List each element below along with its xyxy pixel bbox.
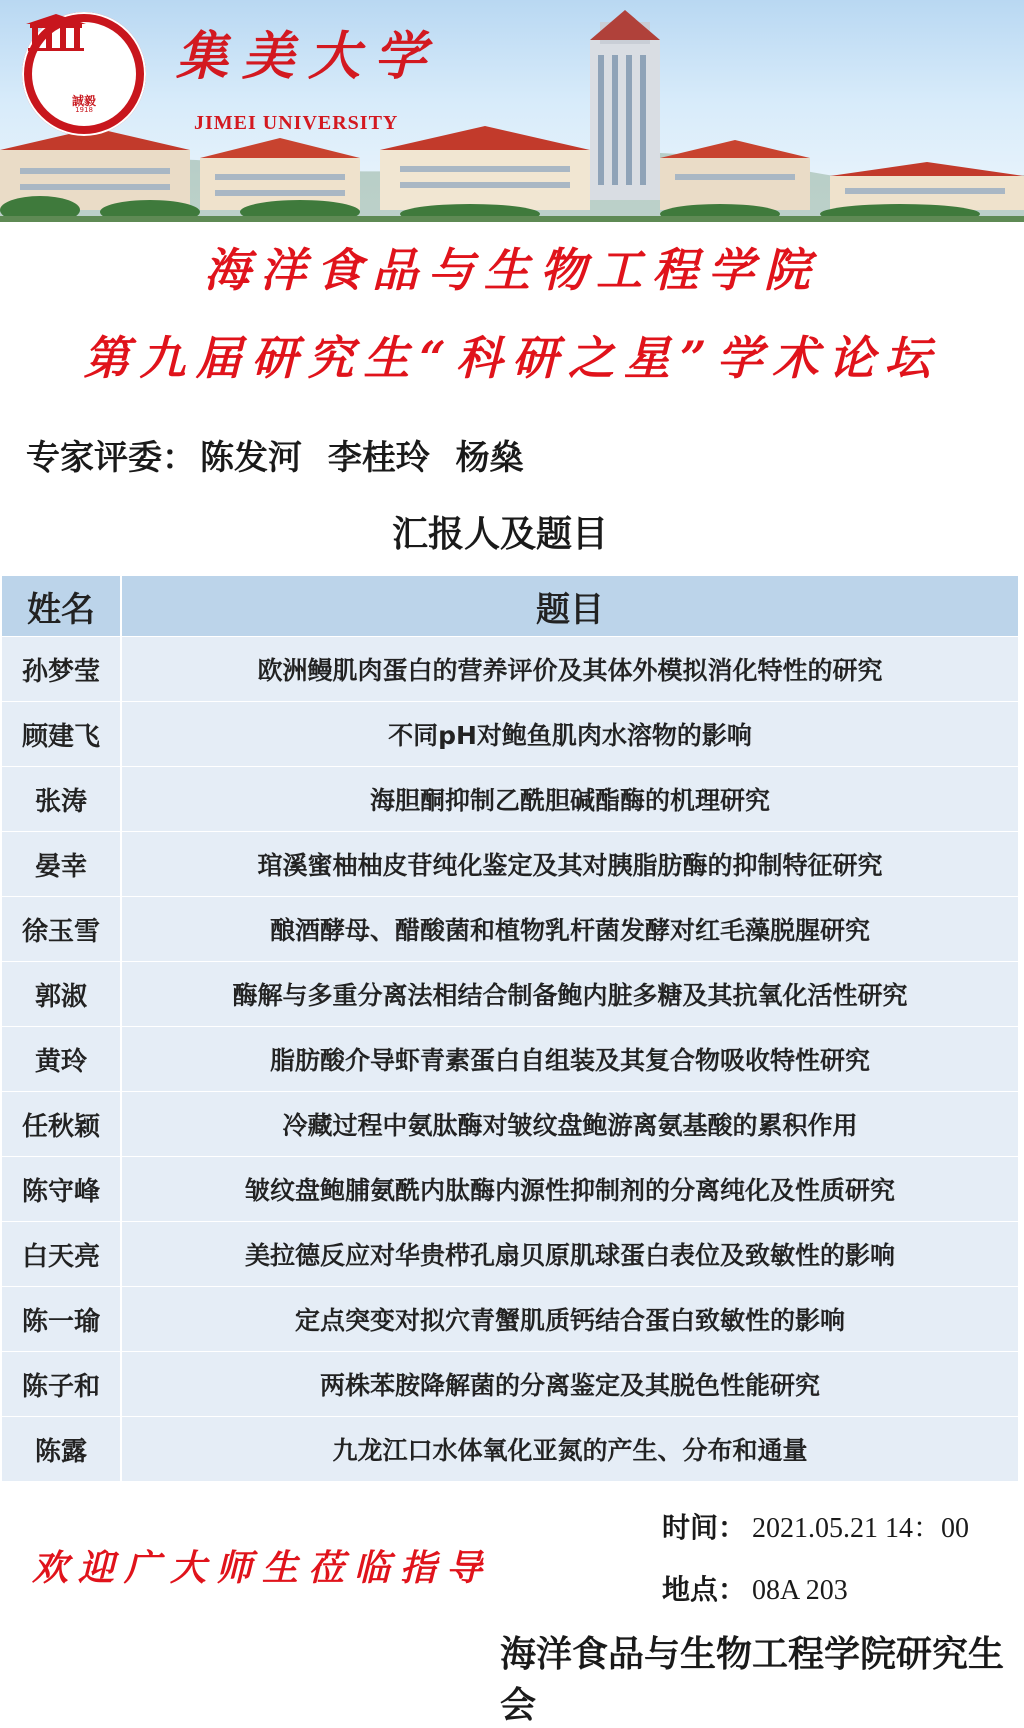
experts-names: 陈发河 李桂玲 杨燊: [200, 438, 524, 478]
presenter-name: 黄玲: [2, 1027, 122, 1091]
presentation-topic: 皱纹盘鲍脯氨酰内肽酶内源性抑制剂的分离纯化及性质研究: [244, 1176, 895, 1205]
presentation-topic: 定点突变对拟穴青蟹肌质钙结合蛋白致敏性的影响: [294, 1306, 845, 1335]
presenter-name: 郭淑: [2, 962, 122, 1026]
time-value: 2021.05.21 14：00: [752, 1513, 970, 1544]
presentation-topic: 欧洲鳗肌肉蛋白的营养评价及其体外模拟消化特性的研究: [257, 656, 883, 685]
presentation-topic: 酶解与多重分离法相结合制备鲍内脏多糖及其抗氧化活性研究: [232, 981, 908, 1010]
presentation-topic: 琯溪蜜柚柚皮苷纯化鉴定及其对胰脂肪酶的抑制特征研究: [257, 851, 883, 880]
place-value: 08A 203: [752, 1575, 848, 1606]
time-label: 时间：: [662, 1511, 747, 1544]
presenter-name: 陈子和: [2, 1352, 122, 1416]
presenter-name: 陈一瑜: [2, 1287, 122, 1351]
gate-icon: [22, 12, 90, 52]
university-seal: [22, 12, 146, 136]
campus-illustration: [0, 0, 1024, 222]
seal-motto: 誠毅: [71, 94, 96, 108]
presentation-topic: 美拉德反应对华贵栉孔扇贝原肌球蛋白表位及致敏性的影响: [244, 1241, 895, 1270]
presentation-topic: 冷藏过程中氨肽酶对皱纹盘鲍游离氨基酸的累积作用: [282, 1111, 858, 1140]
event-time: [662, 1506, 969, 1546]
header-name: 姓名: [2, 576, 122, 636]
section-title: 汇报人及题目: [391, 514, 608, 555]
welcome-slogan: 欢迎广大师生莅临指导: [32, 1547, 493, 1589]
presentation-topic: 海胆酮抑制乙酰胆碱酯酶的机理研究: [369, 786, 770, 815]
presenter-name: 任秋颖: [2, 1092, 122, 1156]
presenter-name: 顾建飞: [2, 702, 122, 766]
seal-year: 1918: [75, 106, 93, 114]
campus-banner: [0, 0, 1024, 222]
table-header-row: [2, 576, 1018, 637]
table-row: [2, 897, 1018, 962]
table-row: [2, 1417, 1018, 1482]
presentation-topic: 脂肪酸介导虾青素蛋白自组装及其复合物吸收特性研究: [269, 1046, 870, 1075]
header-topic: 题目: [536, 589, 604, 630]
presenters-table: [2, 576, 1018, 1482]
event-place: [662, 1568, 848, 1608]
presenter-name: 晏幸: [2, 832, 122, 896]
experts-label: 专家评委：: [26, 438, 196, 478]
place-label: 地点：: [662, 1573, 747, 1606]
forum-title: 第九届研究生“科研之星”学术论坛: [83, 331, 941, 385]
presentation-topic: 两株苯胺降解菌的分离鉴定及其脱色性能研究: [319, 1371, 820, 1400]
table-row: [2, 1027, 1018, 1092]
table-row: [2, 1222, 1018, 1287]
presenter-name: 张涛: [2, 767, 122, 831]
organizer-name: 海洋食品与生物工程学院研究生会: [500, 1634, 1005, 1726]
presentation-topic: 酿酒酵母、醋酸菌和植物乳杆菌发酵对红毛藻脱腥研究: [269, 916, 870, 945]
table-row: [2, 702, 1018, 767]
presenter-name: 白天亮: [2, 1222, 122, 1286]
table-row: [2, 1157, 1018, 1222]
table-row: [2, 1287, 1018, 1352]
experts-line: [26, 430, 524, 479]
presenter-name: 徐玉雪: [2, 897, 122, 961]
presenter-name: 陈露: [2, 1417, 122, 1481]
table-row: [2, 962, 1018, 1027]
college-title: 海洋食品与生物工程学院: [204, 243, 820, 297]
table-row: [2, 1352, 1018, 1417]
presentation-topic: 九龙江口水体氧化亚氮的产生、分布和通量: [332, 1436, 808, 1465]
university-name-en: JIMEI UNIVERSITY: [194, 112, 399, 134]
table-row: [2, 832, 1018, 897]
presenter-name: 孙梦莹: [2, 637, 122, 701]
presenter-name: 陈守峰: [2, 1157, 122, 1221]
presentation-topic: 不同pH对鲍鱼肌肉水溶物的影响: [388, 721, 752, 750]
table-row: [2, 1092, 1018, 1157]
university-name-cn: 集美大学: [176, 26, 441, 87]
table-row: [2, 637, 1018, 702]
table-row: [2, 767, 1018, 832]
